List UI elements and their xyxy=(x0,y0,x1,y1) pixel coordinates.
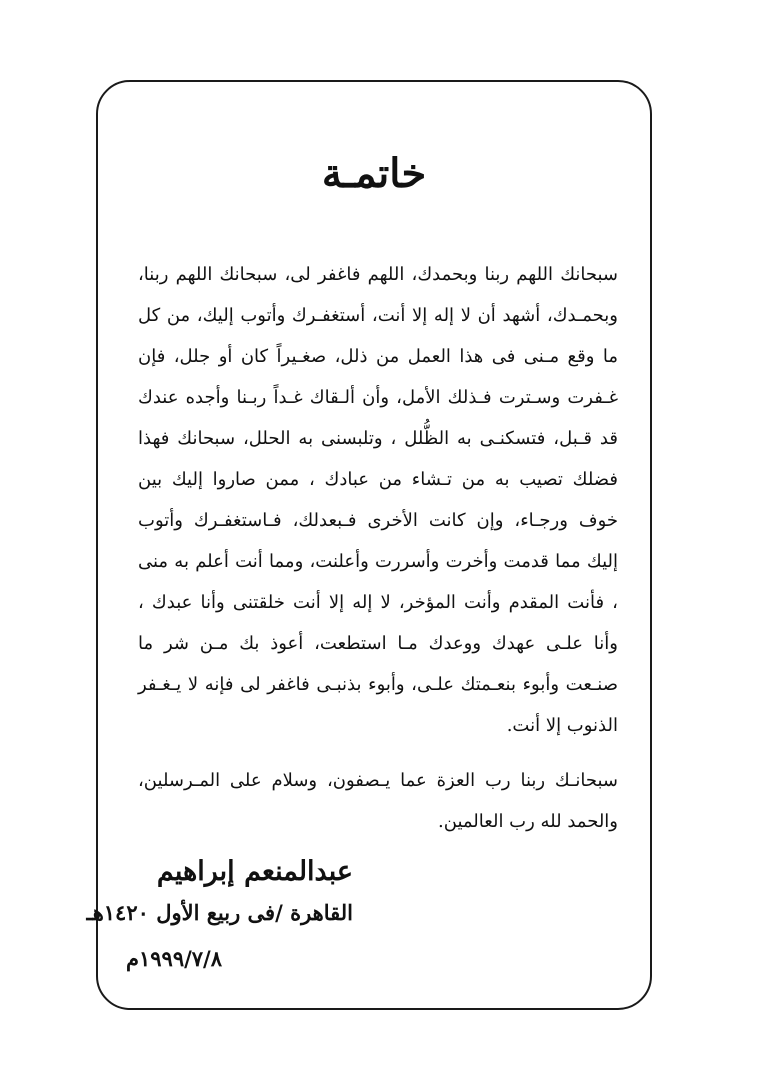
page-title: خاتمـة xyxy=(321,150,427,197)
author-signature-name: عبدالمنعم إبراهيم xyxy=(156,856,353,887)
signature-place-hijri-date: القاهرة /فى ربيع الأول ١٤٢٠هـ xyxy=(86,900,353,925)
paragraph-prayer: سبحانك اللهم ربنا وبحمدك، اللهم فاغفر لى، سبحانك اللهم ربنا، وبحمـدك، أشهد أن لا إله إلا أنت، أستغفـرك وأتوب إليك، من كل ما وقع مـنى فى هذا العمل من ذلل، صغـيراً كان أو جلل، فإن غـفرت وسـترت فـذلك الأمل، وأن ألـقاك غـداً ربـنا وأجده عندك قد قـبل، فتسكنـى به الظُّلل ، وتلبسنى به الحلل، سبحانك فهذا فضلك تصيب به من تـشاء من عبادك ، ممن صاروا إليك بين خوف ورجـاء، وإن كانت الأخرى فـبعدلك، فـاستغفـرك وأتوب إليك مما قدمت وأخرت وأسررت وأعلنت، ومما أنت أعلم به منى ، فأنت المقدم وأنت المؤخر، لا إله إلا أنت خلقتنى وأنا عبدك ، وأنا علـى عهدك ووعدك مـا استطعت، أعوذ بك مـن شر ما صنـعت وأبوء بنعـمتك علـى، وأبوء بذنبـى فاغفر لى فإنه لا يـغـفر الذنوب إلا أنت. xyxy=(138,264,618,736)
paragraph-closing: سبحانـك ربنا رب العزة عما يـصفون، وسلام على المـرسلين، والحمد لله رب العالمين. xyxy=(138,770,618,832)
signature-gregorian-date: ١٩٩٩/٧/٨م xyxy=(125,946,222,971)
body-text xyxy=(138,254,618,842)
